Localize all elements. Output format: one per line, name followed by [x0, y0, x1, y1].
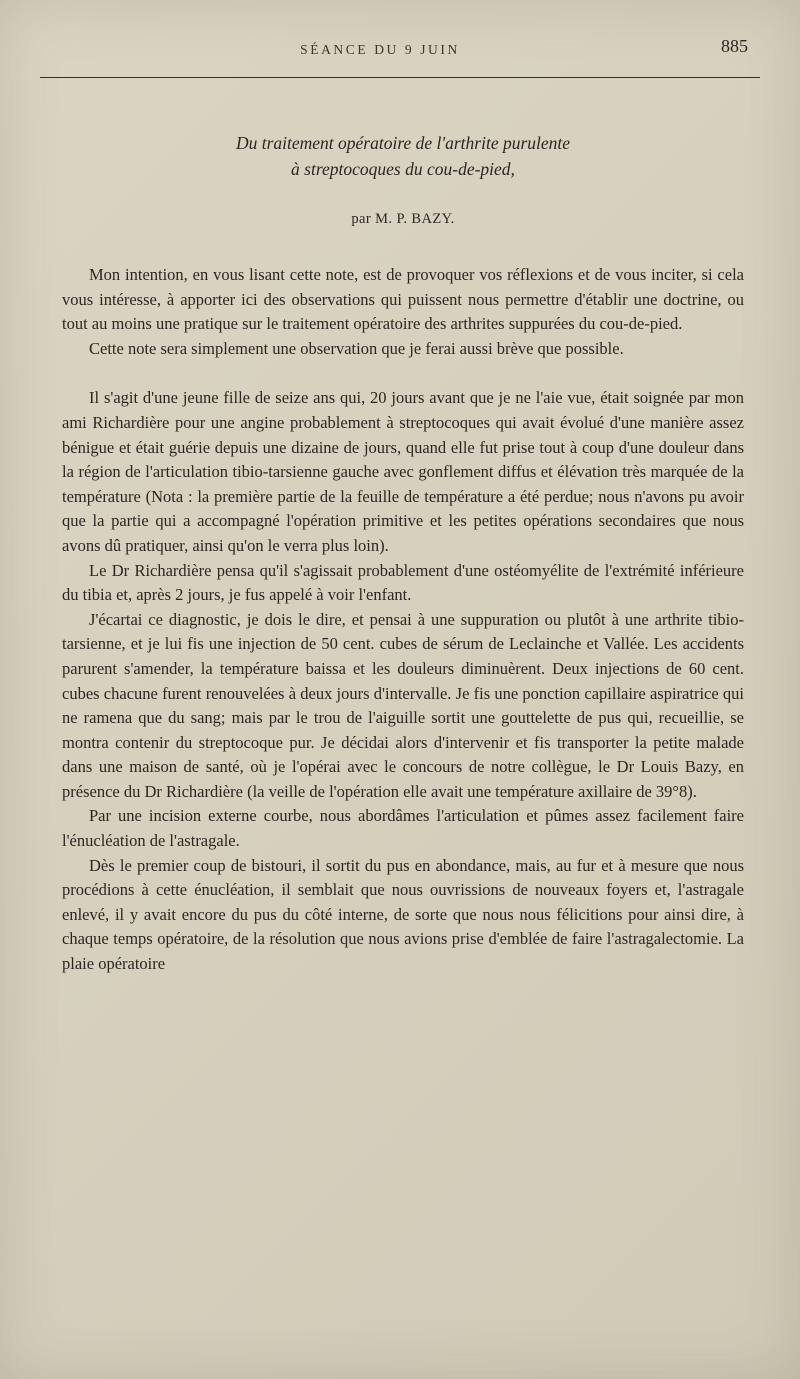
byline: par M. P. BAZY.	[351, 211, 455, 227]
paragraph-intro: Mon intention, en vous lisant cette note, est de provoquer vos réflexions et de vous inciter, si cela vous intéresse, à apporter ici des observations qui puissent nous permettre d'établir une doctrine, ou tout au moins une pratique sur le traitement opératoire des arthrites suppurées du cou-de-pied.	[62, 265, 744, 334]
running-title: SÉANCE DU 9 JUIN	[300, 42, 460, 57]
paragraph-observation: Il s'agit d'une jeune fille de seize ans qui, 20 jours avant que je ne l'aie vue, était soignée par mon ami Richardière pour une angine probablement à streptocoques qui avait évolué d'une manière assez bénigue et était guérie depuis une dizaine de jours, quand elle fut prise tout à coup d'une douleur dans la région de l'articulation tibio-tarsienne gauche avec gonflement diffus et élévation très marquée de la température (Nota : la première partie de la feuille de température a été perdue; nous n'avons pu avoir que la partie qui a accompagné l'opération primitive et les petites opérations secondaires que nous avons dû pratiquer, ainsi qu'on le verra plus loin).	[62, 388, 744, 555]
paragraph-treatment: J'écartai ce diagnostic, je dois le dire, et pensai à une suppuration ou plutôt à une arthrite tibio-tarsienne, et je lui fis une injection de 50 cent. cubes de sérum de Leclainche et Vallée. Les accidents parurent s'amender, la température baissa et les douleurs diminuèrent. Deux injections de 60 cent. cubes chacune furent renouvelées à deux jours d'intervalle. Je fis une ponction capillaire aspiratrice qui ne ramena que du sang; mais par le trou de l'aiguille sortit une gouttelette de pus qui, recueillie, se montra contenir du streptocoque pur. Je décidai alors d'intervenir et fis transporter la petite malade dans une maison de santé, où je l'opérai avec le concours de notre collègue, le Dr Louis Bazy, en présence du Dr Richardière (la veille de l'opération elle avait une température axillaire de 39°8).	[62, 609, 744, 801]
article-title-line1: Du traitement opératoire de l'arthrite purulente	[235, 133, 571, 153]
paragraph-note: Cette note sera simplement une observation que je ferai aussi brève que possible.	[89, 338, 624, 358]
paragraph-diagnosis-richardiere: Le Dr Richardière pensa qu'il s'agissait probablement d'une ostéomyélite de l'extrémité inférieure du tibia et, après 2 jours, je fus appelé à voir l'enfant.	[62, 560, 744, 605]
article-title	[62, 130, 744, 182]
paragraph-incision: Par une incision externe courbe, nous abordâmes l'articulation et pûmes assez facilement faire l'énucléation de l'astragale.	[62, 806, 744, 851]
paragraph-operation: Dès le premier coup de bistouri, il sortit du pus en abondance, mais, au fur et à mesure que nous procédions à cette énucléation, il semblait que nous ouvrissions de nouveaux foyers et, l'astragale enlevé, il y avait encore du pus du côté interne, de sorte que nous nous félicitions pour ainsi dire, à chaque temps opératoire, de la résolution que nous avions prise d'emblée de faire l'astragalectomie. La plaie opératoire	[62, 855, 744, 974]
article-title-line2: à streptocoques du cou-de-pied,	[291, 159, 515, 179]
page-number: 885	[721, 36, 748, 56]
article-body	[62, 263, 744, 977]
